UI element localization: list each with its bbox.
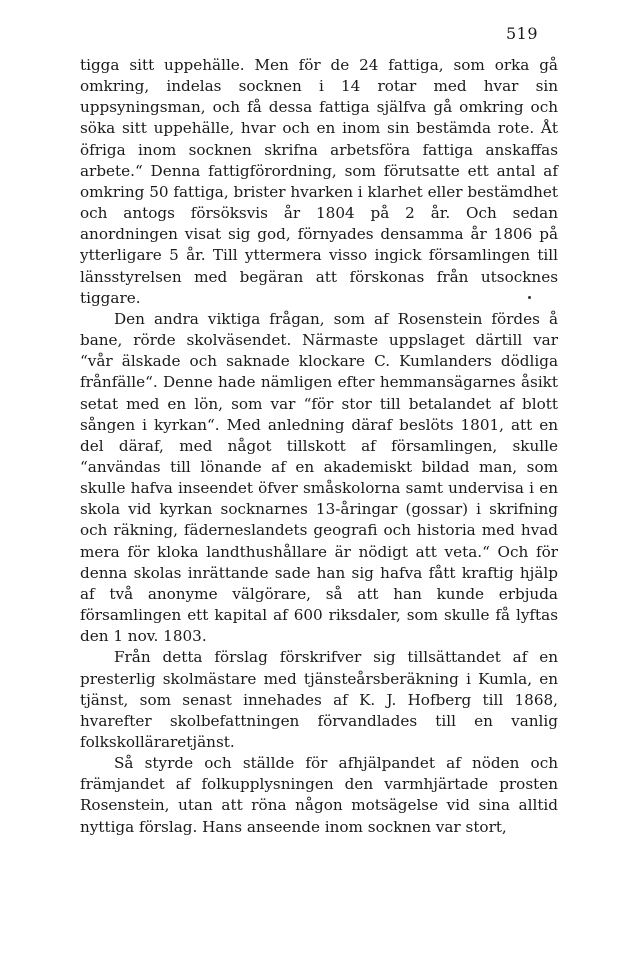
paragraph: tigga sitt uppehälle. Men för de 24 fattiga, som orka gå omkring, indelas socknen i 14 rotar med hvar sin uppsyningsman, och få dessa fattiga själfva gå omkring och söka sitt uppehälle, hvar och en inom sin bestämda rote. Åt öfriga inom socknen skrifna arbetsföra fattiga anskaffas arbete.“ Denna fattigförordning, som förutsatte ett antal af omkring 50 fattiga, brister hvarken i klarhet eller bestämdhet och antogs försöksvis år 1804 på 2 år. Och sedan anordningen visat sig god, förnyades densamma år 1806 på ytterligare 5 år. Till yttermera visso ingick församlingen till länsstyrelsen med begäran att förskonas från utsocknes tiggare.: [80, 56, 559, 307]
paragraph: Den andra viktiga frågan, som af Rosenstein fördes å bane, rörde skolväsendet. Närmaste uppslaget därtill var “vår älskade och saknade klockare C. Kumlanders dödliga frånfälle“. Denne hade nämligen efter hemmansägarnes åsikt setat med en lön, som var “för stor till betalandet af blott sången i kyrkan“. Med anledning däraf beslöts 1801, att en del däraf, med något tillskott af församlingen, skulle “användas till lönande af en akademiskt bildad man, som skulle hafva inseendet öfver småskolorna samt undervisa i en skola vid kyrkan socknarnes 13-åringar (gossar) i skrifning och räkning, fäderneslandets geografi och historia med hvad mera för kloka landthushållare är nödigt att veta.“ Och för denna skolas inrättande sade han sig hafva fått kraftig hjälp af två anonyme välgörare, så att han kunde erbjuda församlingen ett kapital af 600 riksdaler, som skulle få lyftas den 1 nov. 1803.: [80, 309, 558, 646]
page-number: 519: [505, 24, 538, 43]
paragraph: Så styrde och ställde för afhjälpandet af nöden och främjandet af folkupplysningen den varmhjärtade prosten Rosenstein, utan att röna någon motsägelse vid sina alltid nyttiga förslag. Hans anseende inom socknen var stort,: [80, 754, 558, 836]
body-text: [80, 55, 558, 838]
paragraph: Från detta förslag förskrifver sig tillsättandet af en presterlig skolmästare med tjänsteårsberäkning i Kumla, en tjänst, som senast innehades af K. J. Hofberg till 1868, hvarefter skolbefattningen förvandlades till en vanlig folkskolläraretjänst.: [80, 648, 558, 751]
